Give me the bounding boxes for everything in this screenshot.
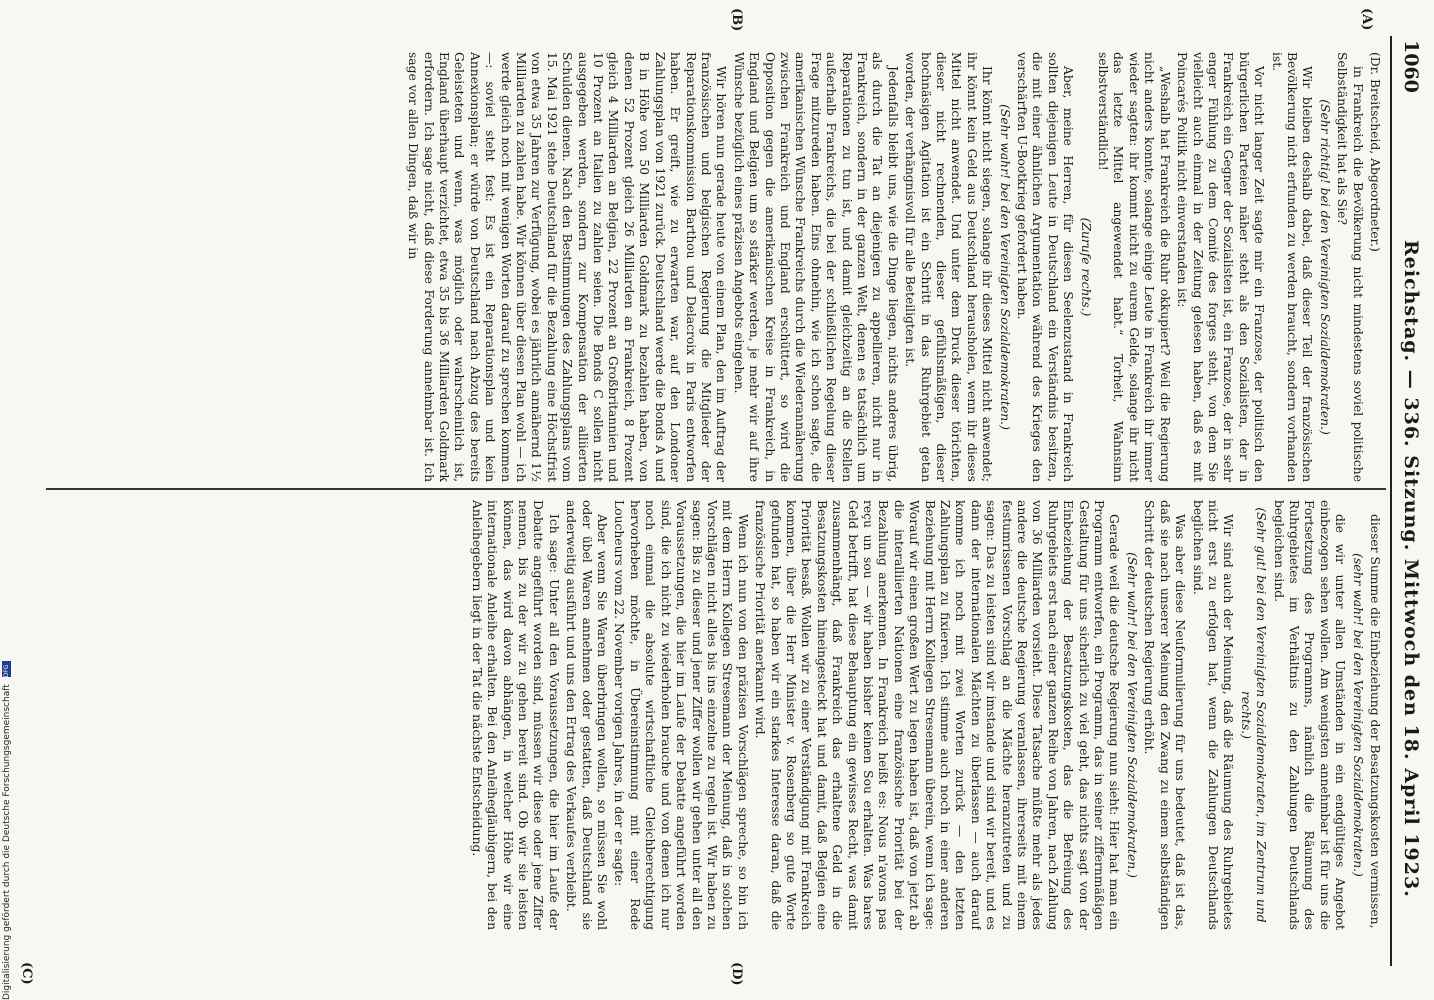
page-number: 1060 <box>1400 40 1422 93</box>
page-title: Reichstag. — 336. Sitzung. Mittwoch den 18. April 1923. <box>1400 240 1422 898</box>
column-divider <box>46 488 1386 490</box>
footer-text: Digitalisierung gefördert durch die Deutsche Forschungsgemeinschaft <box>2 684 12 1000</box>
left-column <box>52 52 1382 482</box>
paragraph: Aber wenn Sie Waren überbringen wollen, so müssen Sie wohl oder übel Waren annehmen oder gestatten, daß Deutschland sie anderweitig ausführt und uns den Ertrag des Verkaufes verbleibt. <box>564 500 610 930</box>
paragraph: dieser Summe die Einbeziehung der Besatzungskosten vermissen, <box>1368 514 1382 929</box>
paragraph: die wir unter allen Umständen in ein endgültiges Angebot einbezogen sehen wollen. Am wenigsten annehmbar ist für uns die Fortsetzung des Programms, nämlich die Räumung des Ruhrgebietes im Verhältnis zu den Zahlungen Deutschlands begleichen sind. <box>1271 500 1348 930</box>
paragraph: Aber, meine Herren, für diesen Seelenzustand in Frankreich sollten diejenigen Leute in Deutschland ein Verständnis besitzen, die mit einer ähnlichen Argumentation während des Krieges den verschärften U-Bootkrieg gefordert haben. <box>1015 52 1076 482</box>
paragraph: „Weshalb hat Frankreich die Ruhr okkupiert? Weil die Regierung nicht anders konnte, solange einige Leute in Frankreich ihr immer wieder sagten: ihr kommt nicht zu eurem Gelde, solange ihr nicht das letzte Mittel angewendet habt.“ Torheit, Wahnsinn selbstverständlich! <box>1096 52 1172 482</box>
paragraph: in Frankreich die Bevölkerung nicht mindestens soviel politische Selbständigkeit hat als Sie? <box>1335 52 1365 482</box>
margin-marker-b: (B) <box>729 8 744 32</box>
paragraph: Wir sind auch der Meinung, daß die Räumung des Ruhrgebietes nicht erst zu erfolgen hat, wenn die Zahlungen Deutschlands beglichen sind. <box>1190 500 1236 930</box>
interjection: (Zurufe rechts.) <box>1078 217 1093 317</box>
right-column <box>52 500 1382 930</box>
paragraph: Wir bleiben deshalb dabei, daß dieser Teil der französischen Bevölkerung nicht erfunden zu werden braucht, sondern vorhanden ist. <box>1269 52 1315 482</box>
paragraph: Was aber diese Neuformulierung für uns bedeutet, daß ist das, daß sie nach unserer Meinung den Zwang zu einem selbständigen Schritt der deutschen Regierung erhöht. <box>1142 500 1188 930</box>
dfg-logo: DFG <box>2 661 11 677</box>
paragraph: Jedenfalls bleibt uns, wie die Dinge liegen, nichts anderes übrig, als durch die Tat an diejenigen zu appellieren, nicht nur in Frankreich, sondern in der ganzen Welt, denen es tatsächlich um Reparationen zu tun ist, und damit gleichzeitig an die Stellen außerhalb Frankreichs, die bei der schließlichen Regelung dieser Frage mitzureden haben. Eins ohnehin, wie ich schon sagte, die amerikanischen Wünsche Frankreichs durch die Wiederannäherung zwischen Frankreich und England erschüttert, so wird die Opposition gegen die amerikanischen Kreise in Frankreich, in England und Belgien um so stärker werden, je mehr wir auf ihre Wünsche bezüglich eines präzisen Angebots eingehen. <box>731 52 900 482</box>
paragraph: Vor nicht langer Zeit sagte mir ein Franzose, der politisch den bürgerlichen Parteien näher steht als den Sozialisten, der in Frankreich ein Gegner der Sozialisten ist, ein Franzose, der in sehr enger Fühlung zu dem Comité des forges steht, von dem Sie vielleicht auch einmal in der Zeitung gelesen haben, daß es mit Poincarés Politik nicht einverstanden ist: <box>1175 52 1267 482</box>
speaker-line: (Dr. Breitscheid, Abgeordneter.) <box>1368 52 1382 252</box>
interjection: (Sehr gut! bei den Vereinigten Sozialdemokraten, im Zentrum und rechts.) <box>1238 507 1269 923</box>
paragraph: Wir hören nun gerade heute von einem Plan, den im Auftrag der französischen und belgischen Regierung die Mitglieder der Reparationskommission Barthou und Delacroix in Paris entworfen haben. Er greift, wie zu erwarten war, auf den Londoner Zahlungsplan von 1921 zurück. Deutschland werde die Bonds A und B in Höhe von 50 Milliarden Goldmark zu bezahlen haben, von denen 52 Prozent gleich 26 Milliarden an Frankreich, 8 Prozent gleich 4 Milliarden an Belgien, 22 Prozent an Großbritannien und 10 Prozent an Italien zu zahlen seien. Die Bonds C sollen nicht ausgegeben werden, sondern zur Kompensation der alliierten Schulden dienen. Nach den Bestimmungen des Zahlungsplans vom 15. Mai 1921 stehe Deutschland für die Bezahlung eine Höchstfrist von etwa 35 Jahren zur Verfügung, wobei es jährlich annähernd 1½ Milliarden zu zahlen habe. Wir können über diesen Plan wohl — ich werde gleich noch mit wenigen Worten darauf zu sprechen kommen —: soviel steht fest: Es ist ein Reparationsplan und kein Annexionsplan; er würde von Deutschland nach Abzug des bereits Geleisteten und wenn, was möglich oder wahrscheinlich ist, England überhaupt verzichtet, etwa 35 bis 36 Milliarden Goldmark erfordern. Ich sage nicht, daß diese Forderung annehmbar ist. Ich sage vor allen Dingen, daß wir in <box>406 52 729 482</box>
page-header <box>1392 40 1426 960</box>
interjection: (Sehr wahr! bei den Vereinigten Sozialdemokraten.) <box>997 104 1012 430</box>
paragraph: Ihr könnt nicht siegen, solange ihr dieses Mittel nicht anwendet; ihr könnt kein Geld aus Deutschland herausholen, wenn ihr dieses Mittel nicht anwendet. Und unter dem Druck dieser törichten, dieser nicht rechnenden, dieser gefühlsmäßigen, dieser hochnäsigen Agitation ist ein Schritt in das Ruhrgebiet getan worden, der verhängnisvoll für alle Beteiligten ist. <box>903 52 995 482</box>
paragraph: Wenn ich nun von den präzisen Vorschlägen spreche, so bin ich mit dem Herrn Kollegen Stresemann der Meinung, daß in solchen Vorschlägen nicht alles bis ins einzelne zu regeln ist. Wir haben zu sagen: Bis zu dieser und jener Ziffer wollen wir gehen unter all den Voraussetzungen, die hier im Laufe der Debatte angeführt worden sind, die ich nicht zu wiederholen brauche und von denen ich nur noch einmal die absolute wirtschaftliche Gleichberechtigung hervorheben möchte, in Übereinstimmung mit einer Rede Loucheurs vom 22. November vorigen Jahres, in der er sagte: <box>612 500 750 930</box>
interjection: (sehr wahr! bei den Vereinigten Sozialdemokraten.) <box>1350 553 1365 877</box>
dfg-footer <box>2 0 12 1000</box>
interjection: (Sehr richtig! bei den Vereinigten Sozialdemokraten.) <box>1317 99 1332 435</box>
interjection: (Sehr wahr! bei den Vereinigten Sozialdemokraten.) <box>1124 552 1139 878</box>
margin-marker-a: (A) <box>1359 8 1374 31</box>
paragraph: Ich sage: Unter all den Voraussetzungen, die hier im Laufe der Debatte angeführt worden sind, müssen wir diese oder jene Ziffer nennen, bis zu der wir zu gehen bereit sind. Ob wir sie leisten können, das wird davon abhängen, in welcher Höhe wir eine internationale Anleihe erhalten. Bei den Anleihegläubigern, bei den Anleihegebern liegt in der Tat die nächste Entscheidung. <box>469 500 561 930</box>
header-rule <box>1390 36 1392 966</box>
margin-marker-c: (C) <box>19 962 34 985</box>
margin-marker-d: (D) <box>729 962 744 986</box>
paragraph: Gerade weil die deutsche Regierung nun sieht: Hier hat man ein Programm entworfen, ein Programm, das in seiner ziffernmäßigen Gestaltung für uns sicherlich zu viel geht, das nichts sagt von der Einbeziehung der Besatzungskosten, das die Befreiung des Ruhrgebiets erst nach einer ganzen Reihe von Jahren, nach Zahlung von 36 Milliarden vorsieht. Diese Tatsache müßte mehr als jedes andere die deutsche Regierung veranlassen, ihrerseits mit einem festumrissenen Vorschlag an die Mächte heranzutreten und zu sagen: Das zu leisten sind wir imstande und sind wir bereit, und es dann der internationalen Mächten zu überlassen — auch darauf komme ich noch mit zwei Worten zurück — den letzten Zahlungsplan zu fixieren. Ich stimme auch noch in einer anderen Beziehung mit Herrn Kollegen Stresemann überein, wenn ich sage: Worauf wir einen großen Wert zu legen haben ist, daß von jetzt ab die interalliierten Nationen eine französische Priorität bei der Bezahlung anerkennen. In Frankreich heißt es: Nous n'avons pas reçu un sou — wir haben bisher keinen Sou erhalten. Was bares Geld betrifft, hat diese Behauptung ein gewisses Recht, was damit zusammenhängt, daß Frankreich das erhaltene Geld in die Besatzungskosten hineingesteckt hat und damit, daß Belgien eine Priorität besaß. Wollen wir zu einer Verständigung mit Frankreich kommen, über die Herr Minister v. Rosenberg so gute Worte gefunden hat, so haben wir ein starkes Interesse daran, daß die französische Priorität anerkannt wird. <box>753 500 1122 930</box>
